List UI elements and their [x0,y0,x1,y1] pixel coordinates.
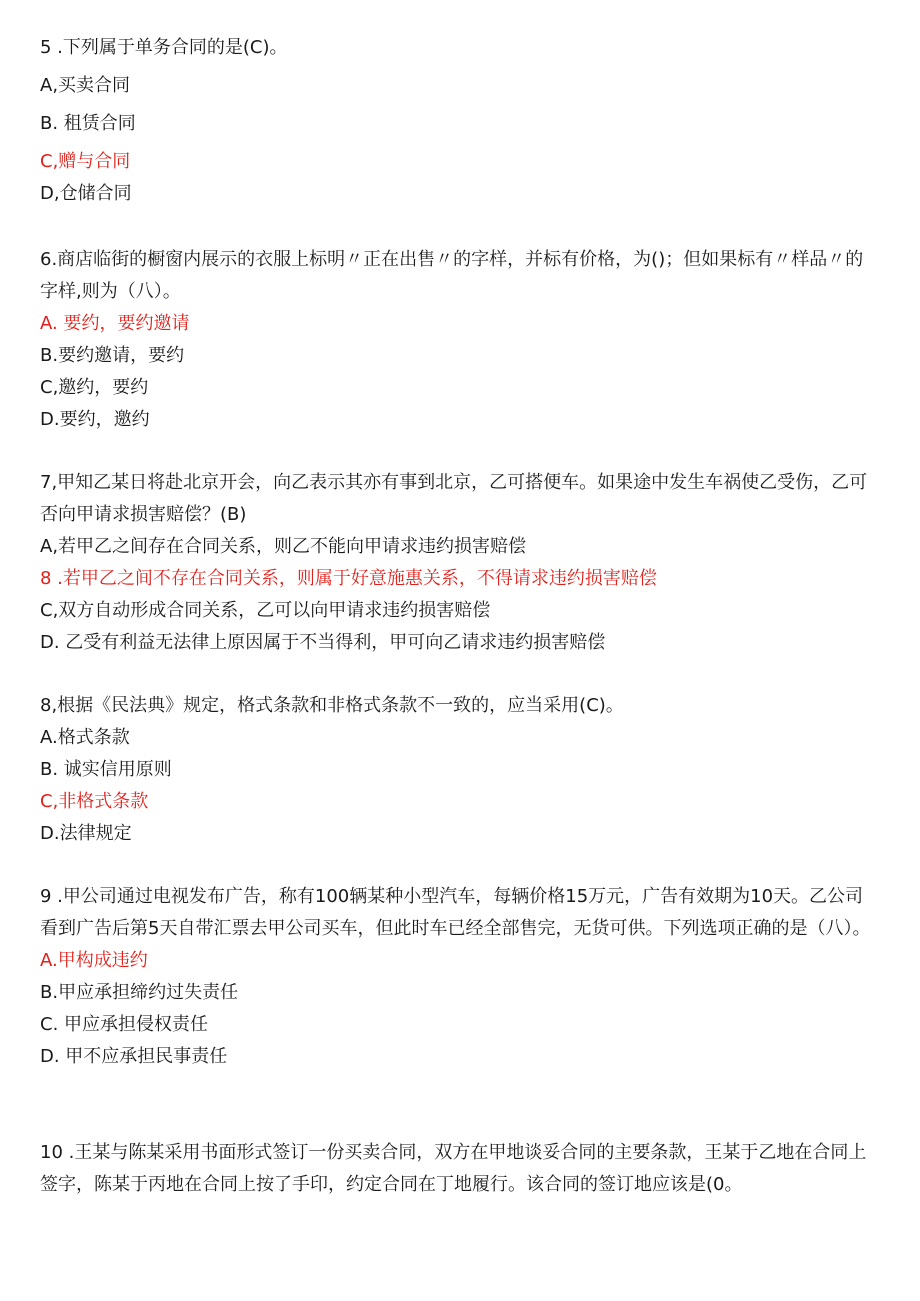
option-c: C,邀约，要约 [40,377,149,398]
option-c: C,双方自动形成合同关系，乙可以向甲请求违约损害赔偿 [40,600,491,621]
option-c-answer: C,赠与合同 [40,151,131,172]
question-8 [40,690,880,850]
option-a: A,买卖合同 [40,75,131,96]
option-d: D. 乙受有利益无法律上原因属于不当得利，甲可向乙请求违约损害赔偿 [40,632,606,653]
option-c-answer: C,非格式条款 [40,791,149,812]
question-stem: 6.商店临街的橱窗内展示的衣服上标明〃正在出售〃的字样，并标有价格，为()；但如果标有〃样品〃的字样,则为（八）。 [40,249,864,302]
option-d: D.法律规定 [40,823,132,844]
question-6 [40,244,880,436]
question-9 [40,881,880,1073]
option-a: A.格式条款 [40,727,130,748]
question-stem: 7,甲知乙某日将赴北京开会，向乙表示其亦有事到北京，乙可搭便车。如果途中发生车祸使乙受伤，乙可否向甲请求损害赔偿？(B) [40,472,868,525]
question-10 [40,1137,880,1201]
option-b: B.甲应承担缔约过失责任 [40,982,239,1003]
option-b: B. 诚实信用原则 [40,759,172,780]
question-5 [40,32,880,210]
option-d: D.要约，邀约 [40,409,150,430]
option-a-answer: A. 要约，要约邀请 [40,313,190,334]
question-stem: 9 .甲公司通过电视发布广告，称有100辆某种小型汽车，每辆价格15万元，广告有效期为10天。乙公司看到广告后第5天自带汇票去甲公司买车，但此时车已经全部售完，无货可供。下列选项正确的是（八）。 [40,886,871,939]
option-d: D. 甲不应承担民事责任 [40,1046,228,1067]
option-b: B.要约邀请，要约 [40,345,185,366]
question-stem: 10 .王某与陈某采用书面形式签订一份买卖合同，双方在甲地谈妥合同的主要条款，王某于乙地在合同上签字，陈某于丙地在合同上按了手印，约定合同在丁地履行。该合同的签订地应该是(0。 [40,1142,867,1195]
option-c: C. 甲应承担侵权责任 [40,1014,209,1035]
option-a-answer: A.甲构成违约 [40,950,148,971]
option-b: B. 租赁合同 [40,113,136,134]
option-a: A,若甲乙之间存在合同关系，则乙不能向甲请求违约损害赔偿 [40,536,527,557]
question-7 [40,467,880,659]
option-d: D,仓储合同 [40,183,132,204]
question-stem: 5 .下列属于单务合同的是(C)。 [40,37,288,58]
question-stem: 8,根据《民法典》规定，格式条款和非格式条款不一致的，应当采用(C)。 [40,695,624,716]
option-b-answer: 8 .若甲乙之间不存在合同关系，则属于好意施惠关系，不得请求违约损害赔偿 [40,568,657,589]
